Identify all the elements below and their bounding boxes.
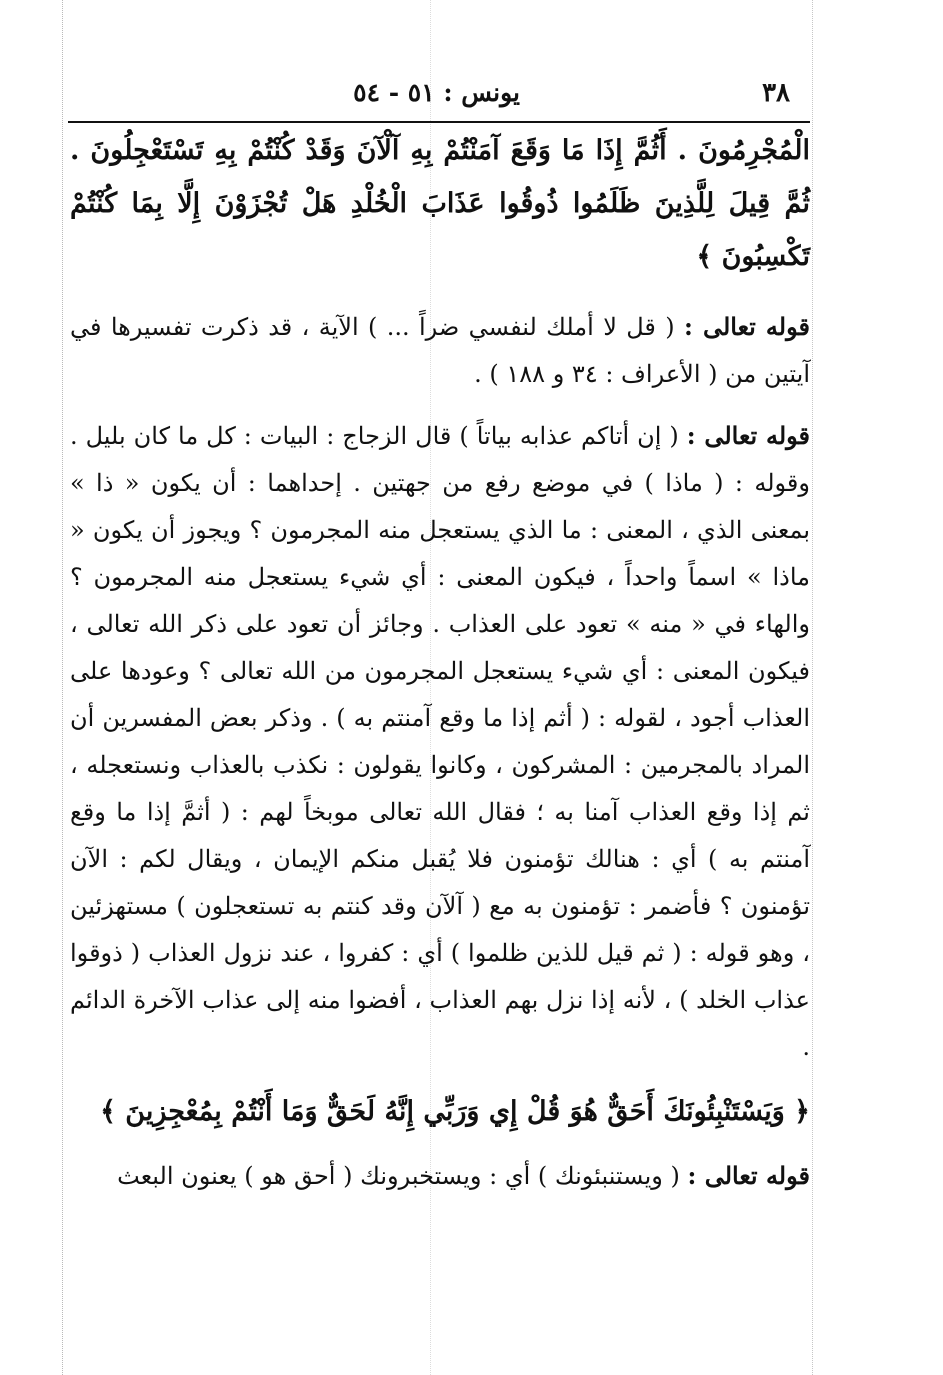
commentary-paragraph-2 [70,412,810,1071]
page-body [70,124,810,1200]
commentary-text: ( ويستنبئونك ) أي : ويستخبرونك ( أحق هو ) يعنون البعث [117,1162,688,1190]
commentary-lead: قوله تعالى : [686,421,811,450]
header-rule [68,121,810,123]
page-number: ٣٨ [762,78,790,108]
commentary-text: ( إن أتاكم عذابه بياتاً ) قال الزجاج : البيات : كل ما كان بليل . وقوله : ( ماذا ) في موضع رفع من جهتين . إحداهما : أن يكون « ذا » بمعنى الذي ، المعنى : ما الذي يستعجل منه المجرمون ؟ ويجوز أن يكون « ماذا » اسماً واحداً ، فيكون المعنى : أي شيء يستعجل منه المجرمون ؟ والهاء في « منه » تعود على العذاب . وجائز أن تعود على ذكر الله تعالى ، فيكون المعنى : أي شيء يستعجل المجرمون من الله تعالى ؟ وعودها على العذاب أجود ، لقوله : ( أثم إذا ما وقع آمنتم به ) . وذكر بعض المفسرين أن المراد بالمجرمين : المشركون ، وكانوا يقولون : نكذب بالعذاب ونستعجله ، ثم إذا وقع العذاب آمنا به ؛ فقال الله تعالى موبخاً لهم : ( أثمَّ إذا ما وقع آمنتم به ) أي : هنالك تؤمنون فلا يُقبل منكم الإيمان ، ويقال لكم : الآن تؤمنون ؟ فأضمر : تؤمنون به مع ( آلآن وقد كنتم به تستعجلون ) مستهزئين ، وهو قوله : ( ثم قيل للذين ظلموا ) أي : كفروا ، عند نزول العذاب ( ذوقوا عذاب الخلد ) ، لأنه إذا نزل بهم العذاب ، أفضوا منه إلى عذاب الآخرة الدائم . [70,422,811,1061]
quran-verse-block-2: ﴿ وَيَسْتَنْبِئُونَكَ أَحَقٌّ هُوَ قُلْ إِي وَرَبِّي إِنَّهُ لَحَقٌّ وَمَا أَنْتُمْ بِمُعْجِزِينَ ﴾ [100,1096,810,1127]
quran-verse-block-1: الْمُجْرِمُونَ . أَثُمَّ إِذَا مَا وَقَعَ آمَنْتُمْ بِهِ آلْآنَ وَقَدْ كُنْتُمْ بِهِ تَسْتَعْجِلُونَ . ثُمَّ قِيلَ لِلَّذِينَ ظَلَمُوا ذُوقُوا عَذَابَ الْخُلْدِ هَلْ تُجْزَوْنَ إِلَّا بِمَا كُنْتُمْ تَكْسِبُونَ ﴾ [70,135,810,272]
scan-dotted-guide-right [812,0,813,1375]
commentary-paragraph-3 [70,1152,810,1200]
commentary-lead: قوله تعالى : [684,312,810,341]
scan-dotted-guide-left [62,0,63,1375]
page-header [70,76,810,116]
running-title: يونس : ٥١ - ٥٤ [353,78,520,107]
commentary-lead: قوله تعالى : [687,1161,810,1190]
commentary-paragraph-1 [70,303,810,398]
commentary-text: ( قل لا أملك لنفسي ضراً ... ) الآية ، قد ذكرت تفسيرها في آيتين من ( الأعراف : ٣٤ و ١٨٨ ) . [70,313,810,388]
